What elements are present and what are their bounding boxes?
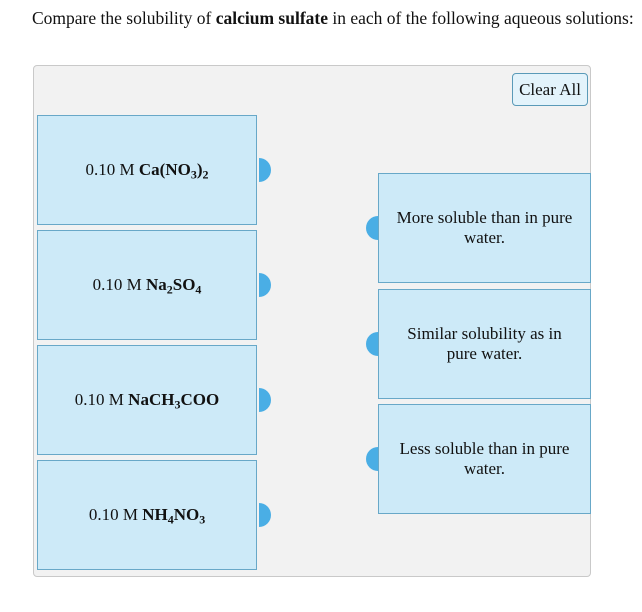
question-prefix: Compare the solubility of [32,8,216,28]
solution-card-ca-no3-2[interactable] [37,115,257,225]
concentration: 0.10 M [88,504,138,524]
concentration: 0.10 M [85,159,135,179]
concentration: 0.10 M [74,389,124,409]
concentration: 0.10 M [92,274,142,294]
formula: NaCH$_3$COO [128,389,220,412]
target-card-similar-solubility[interactable] [378,289,591,399]
solution-label [75,390,219,410]
target-label: More soluble than in pure water. [396,207,573,247]
target-label: Similar solubility as in pure water. [407,323,562,363]
formula: $Ca(NO_3)_2$ [138,159,209,182]
question-suffix: in each of the following aqueous solutions: [328,8,634,28]
clear-all-button[interactable]: Clear All [512,73,588,106]
target-card-more-soluble[interactable] [378,173,591,283]
solution-card-na2so4[interactable] [37,230,257,340]
solution-card-nach3coo[interactable] [37,345,257,455]
formula: $Na_2SO_4$ [145,274,202,297]
solution-label [93,275,202,295]
solution-card-nh4no3[interactable] [37,460,257,570]
solution-label [86,160,209,180]
question-text [32,8,634,29]
solution-label [89,505,205,525]
target-card-less-soluble[interactable] [378,404,591,514]
formula: $NH_4NO_3$ [142,504,206,527]
target-label: Less soluble than in pure water. [399,438,570,478]
question-subject: calcium sulfate [215,8,329,28]
